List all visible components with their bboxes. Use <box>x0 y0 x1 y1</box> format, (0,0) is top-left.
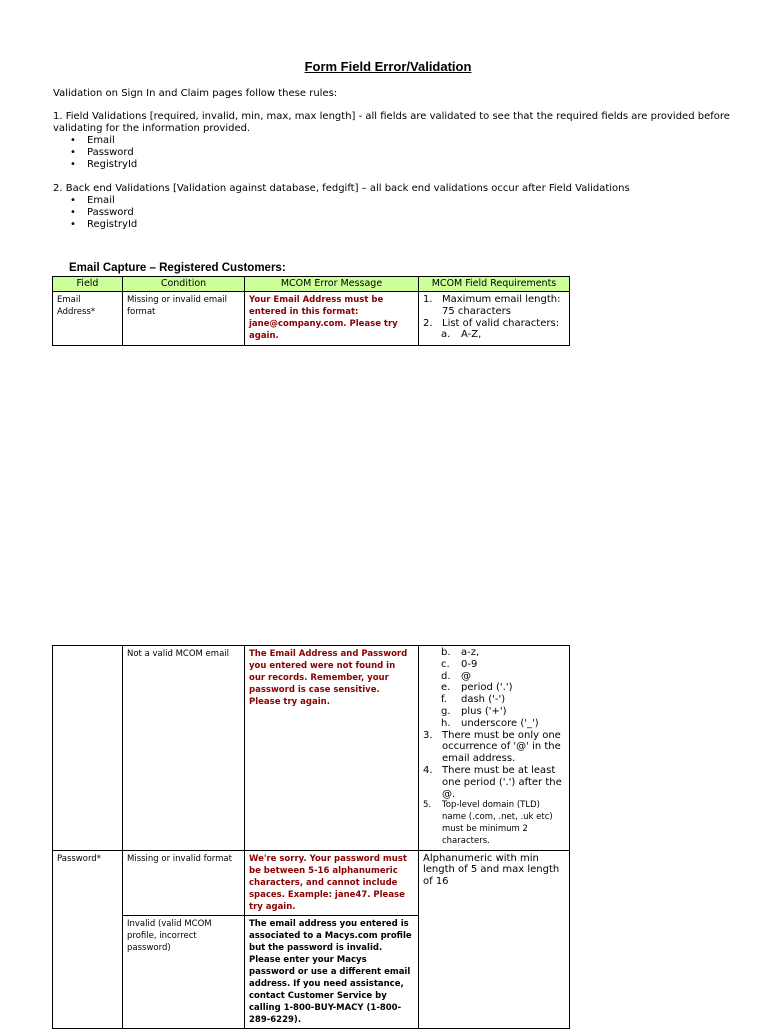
error-message-cell <box>245 850 419 915</box>
item-text: period ('.') <box>461 682 513 694</box>
requirement-item <box>423 294 565 318</box>
list-item: • RegistryId <box>53 219 733 231</box>
item-number: a. <box>441 329 451 341</box>
requirement-subitem <box>423 647 565 659</box>
requirement-item <box>423 800 565 847</box>
requirement-subitem <box>423 671 565 683</box>
item-text: plus ('+') <box>461 705 507 717</box>
requirement-subitem <box>423 659 565 671</box>
condition-cell: Missing or invalid format <box>123 850 245 915</box>
intro-text: Validation on Sign In and Claim pages follow these rules: <box>53 88 338 99</box>
item-number: g. <box>441 705 451 717</box>
requirement-item <box>423 765 565 800</box>
list-item: • Password <box>53 207 733 219</box>
list-item: • RegistryId <box>53 159 733 171</box>
item-text: There must be at least one period ('.') after the @. <box>442 764 562 800</box>
item-number: 2. <box>423 317 433 329</box>
item-text: underscore ('_') <box>461 717 539 729</box>
item-number: 3. <box>423 729 433 741</box>
item-number: h. <box>441 717 451 729</box>
rule-1-text: 1. Field Validations [required, invalid, min, max, max length] - all fields are validated to see that the required fields are provided before validating for the information provided. <box>53 111 730 134</box>
rule-2 <box>53 183 733 231</box>
requirement-item <box>423 318 565 330</box>
table-row <box>53 646 570 851</box>
requirements-cell <box>419 292 570 346</box>
item-text: @ <box>461 670 471 682</box>
requirement-item <box>423 730 565 765</box>
item-text: A-Z, <box>461 329 482 341</box>
error-message-cell <box>245 292 419 346</box>
table-row <box>53 292 570 346</box>
error-message: The Email Address and Password you entered were not found in our records. Remember, your password is case sensitive. Please try again. <box>249 649 408 707</box>
requirement-subitem <box>423 718 565 730</box>
rule-1-list <box>53 135 733 171</box>
list-item: • Password <box>53 147 733 159</box>
item-text: 0-9 <box>461 658 478 670</box>
error-message-cell <box>245 646 419 851</box>
error-message: The email address you entered is associated to a Macys.com profile but the password is invalid. Please enter your Macys password or use a different email address. If you need assistance, contact Customer Service by calling 1-800-BUY-MACY (1-800-289-6229). <box>249 918 412 1025</box>
list-item: • Email <box>53 135 733 147</box>
field-cell: Password* <box>53 850 123 1028</box>
requirements-cell <box>419 646 570 851</box>
item-number: 5. <box>423 800 432 811</box>
requirement-subitem <box>423 329 565 341</box>
column-header: MCOM Field Requirements <box>419 277 570 292</box>
email-capture-table <box>52 276 570 346</box>
item-number: f. <box>441 694 447 706</box>
field-cell <box>53 646 123 851</box>
rule-1 <box>53 111 733 171</box>
column-header: Field <box>53 277 123 292</box>
rule-2-text: 2. Back end Validations [Validation against database, fedgift] – all back end validations occur after Field Validations <box>53 183 630 194</box>
table-header-row <box>53 277 570 292</box>
item-text: Top-level domain (TLD) name (.com, .net, .uk etc) must be minimum 2 characters. <box>442 800 553 846</box>
item-number: c. <box>441 658 450 670</box>
page-title: Form Field Error/Validation <box>304 59 472 74</box>
item-text: List of valid characters: <box>442 317 560 329</box>
item-text: dash ('-') <box>461 694 506 706</box>
item-text: There must be only one occurrence of '@' in the email address. <box>442 729 561 765</box>
column-header: MCOM Error Message <box>245 277 419 292</box>
condition-cell: Invalid (valid MCOM profile, incorrect password) <box>123 915 245 1028</box>
item-number: b. <box>441 647 451 658</box>
section-heading: Email Capture – Registered Customers: <box>69 262 286 274</box>
continued-table <box>52 645 570 1029</box>
field-cell: Email Address* <box>53 292 123 346</box>
error-message: We're sorry. Your password must be between 5-16 alphanumeric characters, and cannot include spaces. Example: jane47. Please try again. <box>249 853 407 912</box>
item-number: e. <box>441 682 451 694</box>
table-row <box>53 850 570 915</box>
requirement-subitem <box>423 706 565 718</box>
requirement-subitem <box>423 694 565 706</box>
condition-cell: Missing or invalid email format <box>123 292 245 346</box>
item-text: a-z, <box>461 647 480 658</box>
error-message: Your Email Address must be entered in this format: jane@company.com. Please try again. <box>249 295 398 341</box>
list-item: • Email <box>53 195 733 207</box>
item-number: 1. <box>423 294 433 305</box>
error-message-cell <box>245 915 419 1028</box>
requirements-cell: Alphanumeric with min length of 5 and max length of 16 <box>419 850 570 1028</box>
condition-cell: Not a valid MCOM email <box>123 646 245 851</box>
column-header: Condition <box>123 277 245 292</box>
rule-2-list <box>53 195 733 231</box>
item-number: d. <box>441 670 451 682</box>
requirement-subitem <box>423 682 565 694</box>
item-number: 4. <box>423 764 433 776</box>
item-text: Maximum email length: 75 characters <box>442 294 561 317</box>
